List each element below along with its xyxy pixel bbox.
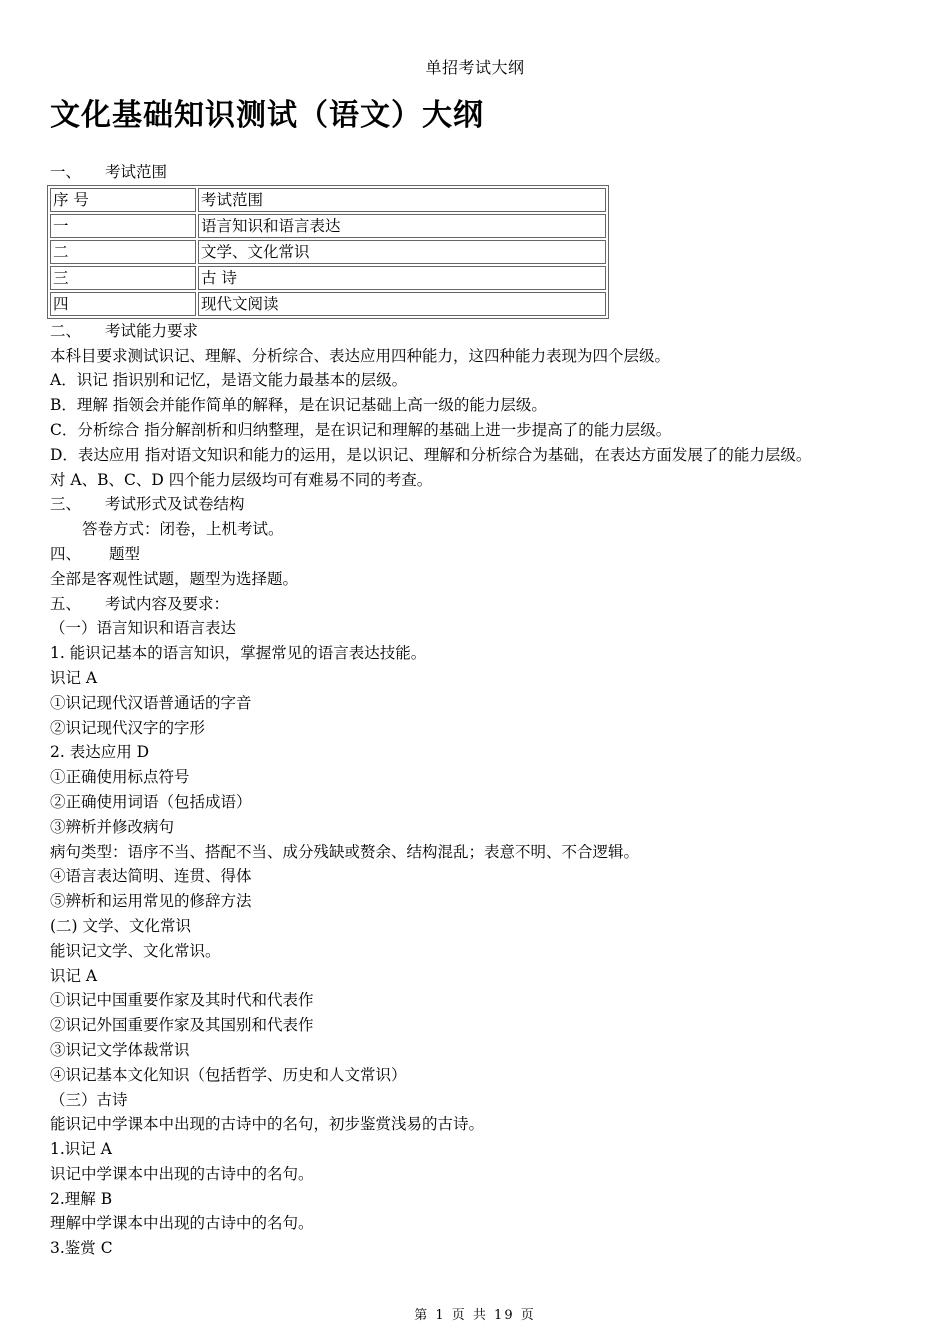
table-row — [50, 240, 606, 264]
section-heading — [50, 592, 920, 617]
paragraph-line: C．分析综合 指分解剖析和归纳整理，是在识记和理解的基础上进一步提高了的能力层级。 — [50, 420, 672, 439]
table-cell: 三 — [50, 266, 196, 290]
document-body — [50, 160, 920, 1261]
section-title: 考试能力要求 — [105, 321, 199, 340]
paragraph-line: （一）语言知识和语言表达 — [50, 619, 237, 638]
section-heading — [50, 160, 920, 185]
paragraph-line: ④识记基本文化知识（包括哲学、历史和人文常识） — [50, 1065, 407, 1084]
section-title: 考试内容及要求： — [105, 594, 230, 613]
table-cell: 一 — [50, 214, 196, 238]
paragraph-line: ①识记现代汉语普通话的字音 — [50, 693, 252, 712]
paragraph-line: ④语言表达简明、连贯、得体 — [50, 867, 252, 886]
paragraph-line: 2.理解 B — [50, 1189, 113, 1208]
paragraph-line: 全部是客观性试题，题型为选择题。 — [50, 569, 299, 588]
table-cell: 文学、文化常识 — [198, 240, 606, 264]
table-cell: 二 — [50, 240, 196, 264]
paragraph-line: A．识记 指识别和记忆，是语文能力最基本的层级。 — [50, 371, 408, 390]
paragraph-line: 识记 A — [50, 966, 98, 985]
paragraph-line: ⑤辨析和运用常见的修辞方法 — [50, 892, 252, 911]
section-lines — [50, 344, 920, 493]
table-row — [50, 266, 606, 290]
document-title: 文化基础知识测试（语文）大纲 — [50, 98, 484, 133]
table-cell: 四 — [50, 292, 196, 316]
paragraph-line: 能识记中学课本中出现的古诗中的名句，初步鉴赏浅易的古诗。 — [50, 1115, 485, 1134]
paragraph-line: 对 A、B、C、D 四个能力层级均可有难易不同的考查。 — [50, 470, 433, 489]
section-number: 二、 — [50, 321, 82, 340]
table-cell: 现代文阅读 — [198, 292, 606, 316]
paragraph-line: ①正确使用标点符号 — [50, 768, 190, 787]
exam-scope-table — [47, 185, 609, 319]
table-cell: 古 诗 — [198, 266, 606, 290]
paragraph-line: 识记中学课本中出现的古诗中的名句。 — [50, 1164, 314, 1183]
paragraph-line: 识记 A — [50, 668, 98, 687]
section-title: 题型 — [109, 544, 141, 563]
paragraph-line: (二) 文学、文化常识 — [50, 916, 192, 935]
paragraph-line: D．表达应用 指对语文知识和能力的运用，是以识记、理解和分析综合为基础，在表达方面发展了的能力层级。 — [50, 445, 812, 464]
paragraph-line: ③识记文学体裁常识 — [50, 1040, 190, 1059]
paragraph-line: 3.鉴赏 C — [50, 1239, 113, 1258]
paragraph-line: ③辨析并修改病句 — [50, 817, 175, 836]
table-header-row — [50, 188, 606, 212]
section-lines — [50, 616, 920, 1261]
table-row — [50, 214, 606, 238]
paragraph-line: 病句类型：语序不当、搭配不当、成分残缺或赘余、结构混乱；表意不明、不合逻辑。 — [50, 842, 640, 861]
paragraph-line: （三）古诗 — [50, 1090, 128, 1109]
paragraph-line: 理解中学课本中出现的古诗中的名句。 — [50, 1214, 314, 1233]
paragraph-line: 能识记文学、文化常识。 — [50, 941, 221, 960]
section-number: 一、 — [50, 163, 82, 181]
paragraph-line: ②识记外国重要作家及其国别和代表作 — [50, 1016, 314, 1035]
table-header-cell: 考试范围 — [198, 188, 606, 212]
section-title: 考试形式及试卷结构 — [105, 495, 245, 514]
paragraph-line: 1. 能识记基本的语言知识，掌握常见的语言表达技能。 — [50, 644, 427, 663]
paragraph-line: B．理解 指领会并能作简单的解释，是在识记基础上高一级的能力层级。 — [50, 396, 547, 415]
section-number: 五、 — [50, 594, 82, 613]
paragraph-line: 答卷方式：闭卷，上机考试。 — [82, 520, 284, 539]
page-header: 单招考试大纲 — [425, 58, 525, 77]
page-footer: 第 1 页 共 19 页 — [414, 1308, 536, 1323]
table-cell: 语言知识和语言表达 — [198, 214, 606, 238]
paragraph-line: 2. 表达应用 D — [50, 743, 150, 762]
section-heading — [50, 319, 920, 344]
section-number: 四、 — [50, 544, 82, 563]
section-number: 三、 — [50, 495, 82, 514]
paragraph-line: 1.识记 A — [50, 1140, 112, 1159]
section-heading — [50, 542, 920, 567]
paragraph-line: ②识记现代汉字的字形 — [50, 718, 206, 737]
table-header-cell: 序 号 — [50, 188, 196, 212]
paragraph-line: ①识记中国重要作家及其时代和代表作 — [50, 991, 314, 1010]
paragraph-line: 本科目要求测试识记、理解、分析综合、表达应用四种能力，这四种能力表现为四个层级。 — [50, 346, 671, 365]
table-row — [50, 292, 606, 316]
section-heading — [50, 492, 920, 517]
paragraph-line: ②正确使用词语（包括成语） — [50, 792, 252, 811]
section-title: 考试范围 — [105, 163, 168, 181]
